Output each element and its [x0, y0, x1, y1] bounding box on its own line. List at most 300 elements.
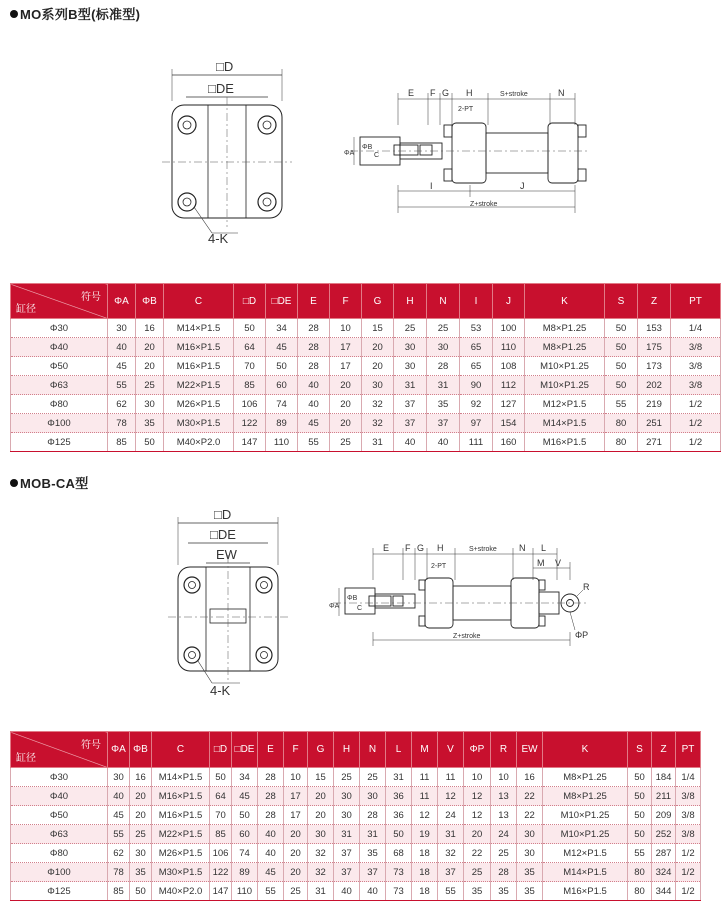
table-cell: 30 — [308, 825, 334, 844]
table-cell: M8×P1.25 — [543, 787, 628, 806]
label-z-stroke: Z+stroke — [470, 201, 498, 208]
table-row — [11, 376, 721, 395]
table-cell: 25 — [130, 825, 152, 844]
table-cell: 34 — [266, 319, 298, 338]
table-cell: 50 — [605, 357, 638, 376]
table-cell: 12 — [464, 787, 491, 806]
column-header: V — [438, 732, 464, 768]
table-cell: 3/8 — [671, 357, 721, 376]
table-cell: 10 — [284, 768, 308, 787]
table-cell: 50 — [628, 806, 652, 825]
table-cell: 111 — [460, 433, 493, 452]
table-cell: 147 — [234, 433, 266, 452]
label-g: G — [442, 88, 450, 98]
table-cell: 40 — [258, 825, 284, 844]
table-cell: 11 — [412, 768, 438, 787]
table-cell: 40 — [394, 433, 427, 452]
table-cell: 40 — [298, 376, 330, 395]
table-cell: 85 — [234, 376, 266, 395]
table-cell: 20 — [362, 357, 394, 376]
column-header: G — [308, 732, 334, 768]
table-row — [11, 825, 701, 844]
label-l: L — [541, 543, 547, 553]
label-f: F — [405, 543, 411, 553]
column-header: K — [543, 732, 628, 768]
table-cell: 28 — [298, 338, 330, 357]
side-view-drawing-2 — [325, 540, 600, 660]
table-cell: 1/4 — [671, 319, 721, 338]
label-f: F — [430, 88, 436, 98]
table-cell: 32 — [308, 863, 334, 882]
table-cell: M16×P1.5 — [152, 806, 210, 825]
table-cell: 1/4 — [676, 768, 701, 787]
table-cell: 127 — [493, 395, 525, 414]
table-cell: 28 — [298, 319, 330, 338]
section1-title: MO系列B型(标准型) — [10, 4, 140, 23]
label-s-stroke: S+stroke — [500, 91, 528, 98]
table-cell: 17 — [330, 357, 362, 376]
table-row — [11, 414, 721, 433]
label-b: ΦB — [362, 144, 373, 151]
column-header: F — [330, 284, 362, 319]
row-bore-size: Φ80 — [11, 844, 108, 863]
table-cell: 20 — [464, 825, 491, 844]
table-cell: 80 — [628, 882, 652, 901]
table-cell: 32 — [362, 414, 394, 433]
table-cell: M16×P1.5 — [525, 433, 605, 452]
table-cell: 110 — [493, 338, 525, 357]
table-cell: 97 — [460, 414, 493, 433]
column-header: K — [525, 284, 605, 319]
table-cell: 89 — [232, 863, 258, 882]
table-cell: 1/2 — [676, 882, 701, 901]
column-header: R — [491, 732, 517, 768]
table-cell: 17 — [330, 338, 362, 357]
table-cell: 28 — [360, 806, 386, 825]
label-p: ΦP — [575, 630, 589, 640]
table-cell: 287 — [652, 844, 676, 863]
table-cell: 55 — [438, 882, 464, 901]
table-cell: 31 — [427, 376, 460, 395]
table-cell: 20 — [130, 806, 152, 825]
table-cell: 28 — [298, 357, 330, 376]
label-de: □DE — [208, 81, 234, 96]
table-cell: 18 — [412, 844, 438, 863]
column-header: □DE — [266, 284, 298, 319]
table-cell: 50 — [266, 357, 298, 376]
table-cell: 20 — [330, 376, 362, 395]
table-cell: 55 — [258, 882, 284, 901]
table-cell: 22 — [517, 806, 543, 825]
table-cell: 40 — [334, 882, 360, 901]
table-row — [11, 395, 721, 414]
table-cell: 219 — [638, 395, 671, 414]
table-cell: M8×P1.25 — [525, 319, 605, 338]
table-cell: 22 — [517, 787, 543, 806]
table-cell: 40 — [108, 787, 130, 806]
table-cell: M16×P1.5 — [164, 338, 234, 357]
column-header: H — [334, 732, 360, 768]
table-cell: 20 — [130, 787, 152, 806]
table-cell: 147 — [210, 882, 232, 901]
column-header: Z — [652, 732, 676, 768]
table-cell: 344 — [652, 882, 676, 901]
table-cell: 202 — [638, 376, 671, 395]
table-cell: 1/2 — [676, 844, 701, 863]
table-row — [11, 787, 701, 806]
column-header: I — [460, 284, 493, 319]
row-bore-size: Φ63 — [11, 376, 108, 395]
table-cell: 20 — [136, 357, 164, 376]
table-cell: 25 — [360, 768, 386, 787]
table-cell: 24 — [491, 825, 517, 844]
table-cell: 31 — [360, 825, 386, 844]
table-cell: 73 — [386, 863, 412, 882]
table-cell: 30 — [334, 806, 360, 825]
table-cell: M12×P1.5 — [543, 844, 628, 863]
front-view-drawing-1 — [150, 55, 300, 255]
table-cell: 37 — [394, 395, 427, 414]
table-cell: M14×P1.5 — [525, 414, 605, 433]
column-header: PT — [676, 732, 701, 768]
row-bore-size: Φ40 — [11, 787, 108, 806]
column-header: S — [628, 732, 652, 768]
table-cell: 31 — [386, 768, 412, 787]
table-cell: 40 — [298, 395, 330, 414]
table-cell: 30 — [108, 768, 130, 787]
table-cell: M8×P1.25 — [525, 338, 605, 357]
table-row — [11, 768, 701, 787]
table-cell: M10×P1.25 — [543, 825, 628, 844]
label-de: □DE — [210, 527, 236, 542]
table-cell: 36 — [386, 787, 412, 806]
column-header: E — [298, 284, 330, 319]
table-cell: 3/8 — [676, 806, 701, 825]
label-g: G — [417, 543, 425, 553]
column-header: H — [394, 284, 427, 319]
table-cell: 10 — [330, 319, 362, 338]
table-cell: 85 — [108, 433, 136, 452]
table-row — [11, 882, 701, 901]
table-cell: 64 — [210, 787, 232, 806]
table-cell: 50 — [605, 338, 638, 357]
label-c: C — [374, 152, 380, 159]
table-cell: 20 — [362, 338, 394, 357]
table-cell: 25 — [136, 376, 164, 395]
table-cell: 30 — [517, 825, 543, 844]
label-a: ΦA — [344, 150, 355, 157]
label-d: □D — [216, 59, 234, 74]
table-cell: 35 — [517, 882, 543, 901]
column-header: C — [164, 284, 234, 319]
label-s-stroke: S+stroke — [469, 546, 497, 553]
table-cell: M40×P2.0 — [164, 433, 234, 452]
table-cell: 28 — [258, 806, 284, 825]
table-cell: 20 — [308, 806, 334, 825]
table-row — [11, 433, 721, 452]
table-cell: 30 — [394, 357, 427, 376]
table-cell: 18 — [412, 863, 438, 882]
table-cell: 37 — [427, 414, 460, 433]
table-cell: 37 — [334, 863, 360, 882]
table-cell: M26×P1.5 — [152, 844, 210, 863]
table-cell: 30 — [108, 319, 136, 338]
row-bore-size: Φ100 — [11, 863, 108, 882]
table-cell: 122 — [210, 863, 232, 882]
table-cell: 25 — [334, 768, 360, 787]
table-cell: 1/2 — [671, 395, 721, 414]
column-header: N — [427, 284, 460, 319]
table-cell: 50 — [605, 319, 638, 338]
column-header: □D — [210, 732, 232, 768]
column-header: L — [386, 732, 412, 768]
table-cell: 32 — [308, 844, 334, 863]
table-cell: 36 — [386, 806, 412, 825]
table-row — [11, 338, 721, 357]
label-h: H — [466, 88, 473, 98]
table-cell: 85 — [108, 882, 130, 901]
table-cell: 1/2 — [671, 414, 721, 433]
label-b: ΦB — [347, 595, 358, 602]
table-cell: 31 — [394, 376, 427, 395]
table-cell: 45 — [266, 338, 298, 357]
table-cell: 17 — [284, 787, 308, 806]
table-cell: 28 — [427, 357, 460, 376]
table-cell: 184 — [652, 768, 676, 787]
table-cell: 13 — [491, 806, 517, 825]
table-cell: 20 — [284, 825, 308, 844]
table-cell: 30 — [517, 844, 543, 863]
column-header: EW — [517, 732, 543, 768]
label-n: N — [558, 88, 565, 98]
column-header: J — [493, 284, 525, 319]
row-bore-size: Φ100 — [11, 414, 108, 433]
table-cell: 60 — [266, 376, 298, 395]
table-cell: 64 — [234, 338, 266, 357]
table-cell: 100 — [493, 319, 525, 338]
table-cell: 55 — [628, 844, 652, 863]
table-cell: 324 — [652, 863, 676, 882]
table-cell: 11 — [412, 787, 438, 806]
table-cell: M14×P1.5 — [543, 863, 628, 882]
label-e: E — [383, 543, 390, 553]
row-bore-size: Φ50 — [11, 357, 108, 376]
table-cell: 80 — [605, 414, 638, 433]
table-cell: 89 — [266, 414, 298, 433]
table-cell: 3/8 — [676, 825, 701, 844]
table-cell: 108 — [493, 357, 525, 376]
section2-title: MOB-CA型 — [10, 473, 89, 492]
bullet-icon — [10, 479, 18, 487]
table-cell: 173 — [638, 357, 671, 376]
table-cell: 50 — [234, 319, 266, 338]
table-corner-header: 符号 缸径 — [11, 732, 108, 768]
column-header: PT — [671, 284, 721, 319]
row-bore-size: Φ80 — [11, 395, 108, 414]
table-cell: 20 — [284, 844, 308, 863]
label-i: I — [430, 181, 433, 191]
table-cell: 55 — [298, 433, 330, 452]
table-cell: 85 — [210, 825, 232, 844]
column-header: N — [360, 732, 386, 768]
table-cell: 30 — [334, 787, 360, 806]
label-v: V — [555, 558, 562, 568]
table-cell: 30 — [362, 376, 394, 395]
table-cell: 11 — [438, 768, 464, 787]
table-cell: 110 — [232, 882, 258, 901]
table-cell: 19 — [412, 825, 438, 844]
table-cell: M16×P1.5 — [164, 357, 234, 376]
column-header: ΦB — [136, 284, 164, 319]
table-cell: M16×P1.5 — [152, 787, 210, 806]
table-cell: 31 — [362, 433, 394, 452]
label-c: C — [357, 605, 363, 612]
column-header: F — [284, 732, 308, 768]
table-cell: 90 — [460, 376, 493, 395]
table-cell: 30 — [360, 787, 386, 806]
table-cell: M10×P1.25 — [525, 376, 605, 395]
front-view-drawing-2 — [160, 505, 310, 710]
table-cell: 110 — [266, 433, 298, 452]
table-cell: 50 — [628, 787, 652, 806]
table-cell: 12 — [438, 787, 464, 806]
table-cell: 68 — [386, 844, 412, 863]
column-header: □D — [234, 284, 266, 319]
table-cell: M14×P1.5 — [164, 319, 234, 338]
table-cell: 31 — [308, 882, 334, 901]
table-cell: 175 — [638, 338, 671, 357]
table-cell: 78 — [108, 863, 130, 882]
table-cell: 1/2 — [676, 863, 701, 882]
table-cell: 28 — [258, 787, 284, 806]
table-cell: 50 — [136, 433, 164, 452]
table-cell: 251 — [638, 414, 671, 433]
table-cell: 62 — [108, 844, 130, 863]
table-cell: 70 — [210, 806, 232, 825]
table-cell: 50 — [232, 806, 258, 825]
table-cell: 154 — [493, 414, 525, 433]
table-cell: 20 — [330, 414, 362, 433]
table-cell: 30 — [394, 338, 427, 357]
table-cell: 32 — [438, 844, 464, 863]
table-cell: 15 — [362, 319, 394, 338]
table-cell: 45 — [258, 863, 284, 882]
row-bore-size: Φ125 — [11, 433, 108, 452]
label-k: 4-K — [210, 683, 231, 698]
table-cell: 60 — [232, 825, 258, 844]
table-cell: 35 — [360, 844, 386, 863]
table-cell: 20 — [308, 787, 334, 806]
table-cell: 106 — [210, 844, 232, 863]
table-cell: 271 — [638, 433, 671, 452]
table-cell: 35 — [491, 882, 517, 901]
table-cell: 30 — [136, 395, 164, 414]
table-cell: 160 — [493, 433, 525, 452]
table-cell: 37 — [394, 414, 427, 433]
row-bore-size: Φ30 — [11, 768, 108, 787]
table-cell: 74 — [266, 395, 298, 414]
table-cell: 31 — [334, 825, 360, 844]
column-header: G — [362, 284, 394, 319]
table-cell: 112 — [493, 376, 525, 395]
table-cell: 35 — [427, 395, 460, 414]
table-cell: M10×P1.25 — [543, 806, 628, 825]
table-cell: 55 — [108, 825, 130, 844]
table-row — [11, 806, 701, 825]
table-cell: 13 — [491, 787, 517, 806]
table-cell: 25 — [491, 844, 517, 863]
table-cell: 1/2 — [671, 433, 721, 452]
table-cell: 40 — [108, 338, 136, 357]
table-cell: 35 — [517, 863, 543, 882]
table-row — [11, 863, 701, 882]
table-cell: 20 — [136, 338, 164, 357]
table-cell: 74 — [232, 844, 258, 863]
column-header: ΦA — [108, 284, 136, 319]
table-cell: 3/8 — [671, 376, 721, 395]
table-cell: 30 — [427, 338, 460, 357]
table-cell: 17 — [284, 806, 308, 825]
column-header: E — [258, 732, 284, 768]
table-cell: 45 — [298, 414, 330, 433]
label-j: J — [520, 181, 525, 191]
column-header: ΦP — [464, 732, 491, 768]
table-cell: 25 — [464, 863, 491, 882]
label-n: N — [519, 543, 526, 553]
table-cell: 10 — [491, 768, 517, 787]
table-cell: 70 — [234, 357, 266, 376]
spec-table-1 — [10, 283, 721, 452]
table-row — [11, 357, 721, 376]
bullet-icon — [10, 10, 18, 18]
column-header: ΦA — [108, 732, 130, 768]
table-cell: 50 — [605, 376, 638, 395]
table-cell: 10 — [464, 768, 491, 787]
column-header: Z — [638, 284, 671, 319]
table-cell: 28 — [491, 863, 517, 882]
row-bore-size: Φ125 — [11, 882, 108, 901]
table-cell: 45 — [108, 357, 136, 376]
table-cell: 12 — [412, 806, 438, 825]
table-cell: 50 — [628, 768, 652, 787]
table-cell: M40×P2.0 — [152, 882, 210, 901]
label-h: H — [437, 543, 444, 553]
table-cell: 40 — [360, 882, 386, 901]
table-cell: 20 — [284, 863, 308, 882]
table-row — [11, 844, 701, 863]
label-a: ΦA — [329, 603, 340, 610]
table-cell: 122 — [234, 414, 266, 433]
table-cell: 55 — [108, 376, 136, 395]
table-cell: 28 — [258, 768, 284, 787]
row-bore-size: Φ50 — [11, 806, 108, 825]
table-cell: 45 — [108, 806, 130, 825]
table-cell: 35 — [464, 882, 491, 901]
table-cell: 35 — [130, 863, 152, 882]
side-view-drawing-1 — [340, 85, 600, 225]
label-m: M — [537, 558, 545, 568]
table-cell: M22×P1.5 — [152, 825, 210, 844]
table-cell: 40 — [427, 433, 460, 452]
table-cell: 25 — [427, 319, 460, 338]
table-cell: M26×P1.5 — [164, 395, 234, 414]
label-ew: EW — [216, 547, 237, 562]
column-header: ΦB — [130, 732, 152, 768]
label-pt: 2-PT — [458, 106, 474, 113]
table-cell: 92 — [460, 395, 493, 414]
column-header: M — [412, 732, 438, 768]
table-cell: M16×P1.5 — [543, 882, 628, 901]
